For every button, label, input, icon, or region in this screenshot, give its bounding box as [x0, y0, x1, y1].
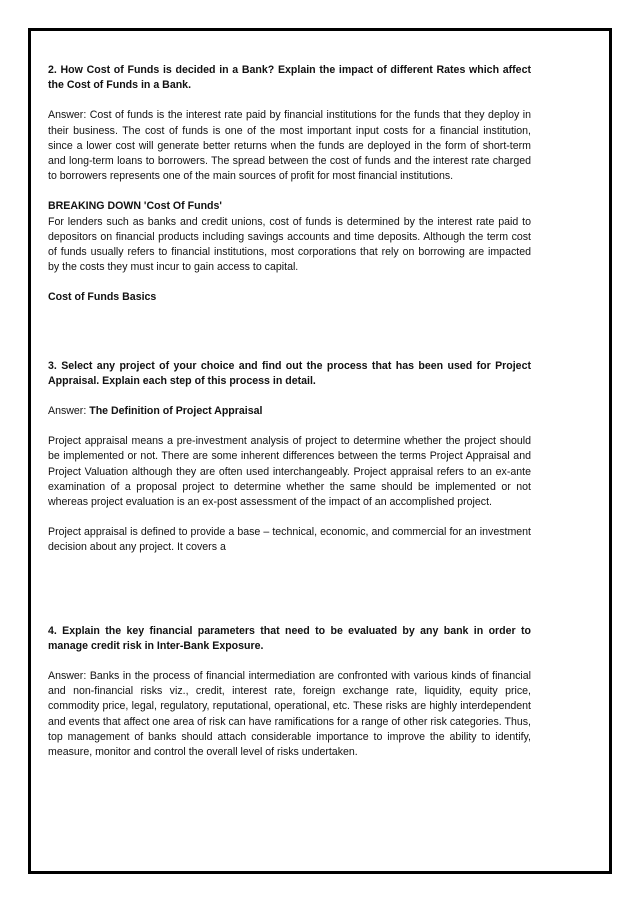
breakdown-text: For lenders such as banks and credit unions, cost of funds is determined by the interest rate paid to depositors on financial products including savings accounts and time deposits. Although the term cost of funds usually refers to financial institutions, most corporations that rely on borrowing are impacted by the costs they must incur to gain access to capital.: [48, 215, 531, 274]
question-4: 4. Explain the key financial parameters that need to be evaluated by any bank in order to manage credit risk in Inter-Bank Exposure.: [48, 624, 531, 652]
answer-2: Answer: Cost of funds is the interest rate paid by financial institutions for the funds that they deploy in their business. The cost of funds is one of the most important input costs for a financial institution, since a lower cost will generate better returns when the funds are deployed in the form of short-term and long-term loans to borrowers. The spread between the cost of funds and the interest rate charged to borrowers represents one of the main sources of profit for most financial institutions.: [48, 109, 531, 183]
document-body: [48, 63, 531, 760]
cost-of-funds-basics-heading: Cost of Funds Basics: [48, 291, 157, 304]
question-3: 3. Select any project of your choice and find out the process that has been used for Project Appraisal. Explain each step of this process in detail.: [48, 359, 531, 387]
answer-3-heading-line: [48, 404, 531, 419]
breakdown-heading: BREAKING DOWN 'Cost Of Funds': [48, 200, 222, 213]
answer-3-paragraph-1: Project appraisal means a pre-investment analysis of project to determine whether the project should be implemented or not. There are some inherent differences between the terms Project Appraisal and Project Valuation although they are often used interchangeably. Project appraisal refers to an ex-ante examination of a proposal project to determine whether the same should be implemented or not whereas project evaluation is an ex-post assessment of the impact of an accomplished project.: [48, 435, 531, 509]
answer-3-paragraph-2: Project appraisal is defined to provide a base – technical, economic, and commercial for an investment decision about any project. It covers a: [48, 526, 531, 554]
answer-label: Answer:: [48, 405, 90, 418]
project-appraisal-heading: The Definition of Project Appraisal: [89, 405, 263, 418]
answer-4: Answer: Banks in the process of financial intermediation are confronted with various kinds of financial and non-financial risks viz., credit, interest rate, foreign exchange rate, liquidity, equity price, commodity price, legal, regulatory, reputational, operational, etc. These risks are highly interdependent and events that affect one area of risk can have ramifications for a range of other risk categories. Thus, top management of banks should attach considerable importance to improve the ability to identify, measure, monitor and control the overall level of risks undertaken.: [48, 670, 531, 759]
question-2: 2. How Cost of Funds is decided in a Bank? Explain the impact of different Rates which affect the Cost of Funds in a Bank.: [48, 64, 531, 92]
